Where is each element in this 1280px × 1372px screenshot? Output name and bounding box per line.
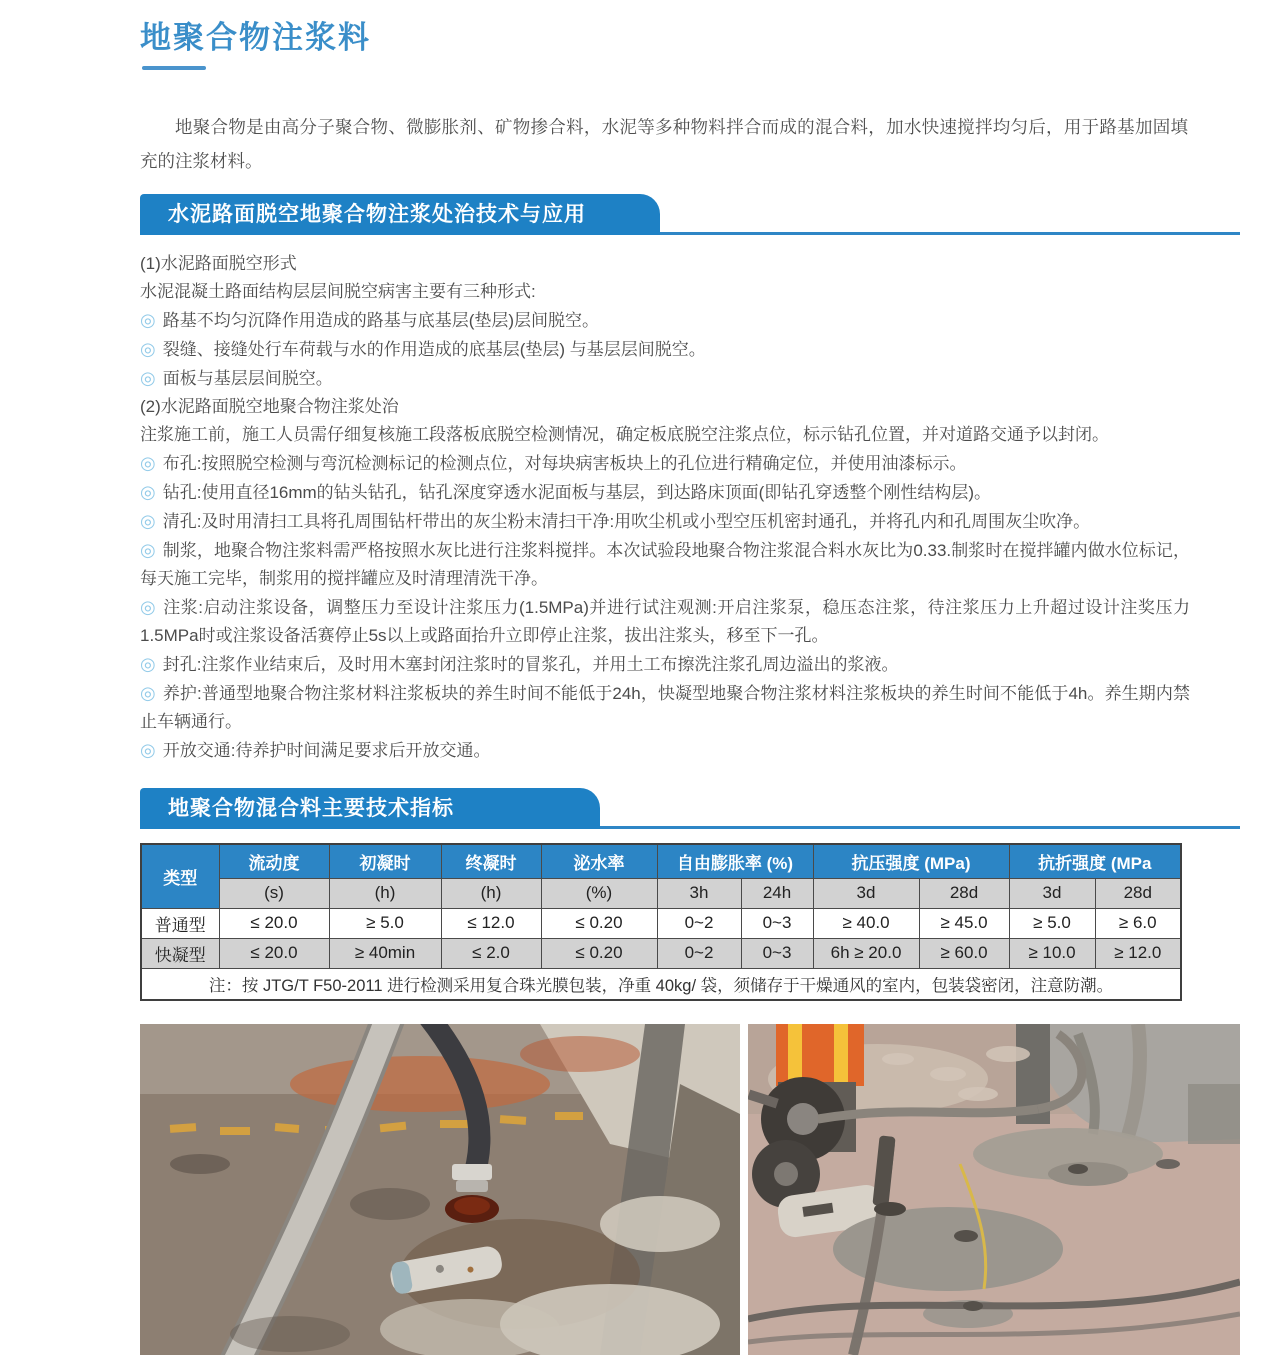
bullseye-icon: ◎ bbox=[140, 482, 156, 502]
column-subheader: 3d bbox=[813, 878, 919, 908]
column-subheader: 3d bbox=[1009, 878, 1095, 908]
column-subheader: 3h bbox=[657, 878, 741, 908]
cell-value: ≤ 20.0 bbox=[219, 908, 329, 938]
column-subheader: (s) bbox=[219, 878, 329, 908]
table-header-row-1 bbox=[141, 844, 1181, 878]
column-header: 初凝时 bbox=[329, 844, 441, 878]
column-header: 自由膨胀率 (%) bbox=[657, 844, 813, 878]
photo-grouting-hose bbox=[140, 1024, 740, 1355]
text-line: (1)水泥路面脱空形式 bbox=[140, 254, 297, 273]
column-subheader: (h) bbox=[329, 878, 441, 908]
spec-table bbox=[140, 843, 1182, 1001]
column-subheader: 28d bbox=[919, 878, 1009, 908]
photo-grouting-hose-graphic bbox=[140, 1024, 740, 1355]
column-header: 终凝时 bbox=[441, 844, 541, 878]
cell-value: 0~2 bbox=[657, 938, 741, 968]
page-title: 地聚合物注浆料 bbox=[140, 20, 371, 55]
text-line: 注浆施工前，施工人员需仔细复核施工段落板底脱空检测情况，确定板底脱空注浆点位，标示钻孔位置，并对道路交通予以封闭。 bbox=[140, 425, 1109, 444]
bullseye-icon: ◎ bbox=[140, 511, 156, 531]
row-label: 快凝型 bbox=[141, 938, 219, 968]
row-label: 普通型 bbox=[141, 908, 219, 938]
column-header: 流动度 bbox=[219, 844, 329, 878]
section2-banner-rule bbox=[140, 788, 1240, 829]
bullseye-icon: ◎ bbox=[140, 597, 157, 617]
bullet-item: ◎ 制浆，地聚合物注浆料需严格按照水灰比进行注浆料搅拌。本次试验段地聚合物注浆混合料水灰比为0.33.制浆时在搅拌罐内做水位标记，每天施工完毕，制浆用的搅拌罐应及时清理清洗干净。 bbox=[140, 540, 1190, 588]
cell-value: ≥ 40min bbox=[329, 938, 441, 968]
bullet-item: ◎ 封孔:注浆作业结束后，及时用木塞封闭注浆时的冒浆孔，并用土工布擦洗注浆孔周边溢出的浆液。 bbox=[140, 654, 899, 674]
text-line: (2)水泥路面脱空地聚合物注浆处治 bbox=[140, 397, 399, 416]
bullseye-icon: ◎ bbox=[140, 540, 156, 560]
cell-value: ≥ 5.0 bbox=[1009, 908, 1095, 938]
bullet-item: ◎ 面板与基层层间脱空。 bbox=[140, 368, 333, 388]
photo-construction-site bbox=[748, 1024, 1240, 1355]
table-row bbox=[141, 938, 1181, 968]
cell-value: ≤ 2.0 bbox=[441, 938, 541, 968]
bullseye-icon: ◎ bbox=[140, 368, 156, 388]
bullseye-icon: ◎ bbox=[140, 740, 156, 760]
bullseye-icon: ◎ bbox=[140, 339, 156, 359]
cell-value: ≥ 10.0 bbox=[1009, 938, 1095, 968]
cell-value: ≥ 6.0 bbox=[1095, 908, 1181, 938]
text-line: 水泥混凝土路面结构层层间脱空病害主要有三种形式: bbox=[140, 282, 536, 301]
bullet-item: ◎ 路基不均匀沉降作用造成的路基与底基层(垫层)层间脱空。 bbox=[140, 310, 600, 330]
column-header: 抗压强度 (MPa) bbox=[813, 844, 1009, 878]
cell-value: ≥ 45.0 bbox=[919, 908, 1009, 938]
bullet-item: ◎ 钻孔:使用直径16mm的钻头钻孔，钻孔深度穿透水泥面板与基层，到达路床顶面(即钻孔穿透整个刚性结构层)。 bbox=[140, 482, 991, 502]
bullseye-icon: ◎ bbox=[140, 683, 156, 703]
section1-paragraphs bbox=[140, 250, 1190, 765]
section2-banner: 地聚合物混合料主要技术指标 bbox=[140, 788, 600, 829]
bullet-item: ◎ 裂缝、接缝处行车荷载与水的作用造成的底基层(垫层) 与基层层间脱空。 bbox=[140, 339, 706, 359]
intro-paragraph: 地聚合物是由高分子聚合物、微膨胀剂、矿物掺合料，水泥等多种物料拌合而成的混合料，加水快速搅拌均匀后，用于路基加固填充的注浆材料。 bbox=[140, 117, 1188, 171]
cell-value: ≤ 0.20 bbox=[541, 908, 657, 938]
column-header: 泌水率 bbox=[541, 844, 657, 878]
cell-value: ≤ 0.20 bbox=[541, 938, 657, 968]
cell-value: 0~2 bbox=[657, 908, 741, 938]
section1-banner: 水泥路面脱空地聚合物注浆处治技术与应用 bbox=[140, 194, 660, 235]
section1-banner-rule bbox=[140, 194, 1240, 235]
cell-value: ≥ 5.0 bbox=[329, 908, 441, 938]
bullseye-icon: ◎ bbox=[140, 654, 156, 674]
column-subheader: 24h bbox=[741, 878, 813, 908]
photo-construction-site-graphic bbox=[748, 1024, 1240, 1355]
cell-value: ≥ 12.0 bbox=[1095, 938, 1181, 968]
column-subheader: (%) bbox=[541, 878, 657, 908]
bullet-item: ◎ 清孔:及时用清扫工具将孔周围钻杆带出的灰尘粉末清扫干净:用吹尘机或小型空压机密封通孔，并将孔内和孔周围灰尘吹净。 bbox=[140, 511, 1091, 531]
spec-table-body bbox=[141, 844, 1181, 1000]
cell-value: ≥ 40.0 bbox=[813, 908, 919, 938]
column-header: 类型 bbox=[141, 844, 219, 908]
column-subheader: 28d bbox=[1095, 878, 1181, 908]
cell-value: 0~3 bbox=[741, 938, 813, 968]
bullseye-icon: ◎ bbox=[140, 310, 156, 330]
title-underline bbox=[142, 66, 206, 70]
column-subheader: (h) bbox=[441, 878, 541, 908]
bullseye-icon: ◎ bbox=[140, 453, 156, 473]
table-note: 注：按 JTG/T F50-2011 进行检测采用复合珠光膜包装，净重 40kg/ 袋，须储存于干燥通风的室内，包装袋密闭，注意防潮。 bbox=[141, 968, 1181, 1000]
bullet-item: ◎ 布孔:按照脱空检测与弯沉检测标记的检测点位，对每块病害板块上的孔位进行精确定位，并使用油漆标示。 bbox=[140, 453, 967, 473]
table-row bbox=[141, 908, 1181, 938]
table-note-row bbox=[141, 968, 1181, 1000]
cell-value: 0~3 bbox=[741, 908, 813, 938]
table-header-row-2 bbox=[141, 878, 1181, 908]
bullet-item: ◎ 养护:普通型地聚合物注浆材料注浆板块的养生时间不能低于24h，快凝型地聚合物注浆材料注浆板块的养生时间不能低于4h。养生期内禁止车辆通行。 bbox=[140, 683, 1190, 731]
cell-value: ≤ 20.0 bbox=[219, 938, 329, 968]
cell-value: ≤ 12.0 bbox=[441, 908, 541, 938]
bullet-item: ◎ 注浆:启动注浆设备，调整压力至设计注浆压力(1.5MPa)并进行试注观测:开启注浆泵，稳压态注浆，待注浆压力上升超过设计注奖压力1.5MPa时或注浆设备活赛停止5s以上或路面抬升立即停止注浆，拔出注浆头，移至下一孔。 bbox=[140, 597, 1190, 645]
bullet-item: ◎ 开放交通:待养护时间满足要求后开放交通。 bbox=[140, 740, 491, 760]
cell-value: ≥ 60.0 bbox=[919, 938, 1009, 968]
column-header: 抗折强度 (MPa bbox=[1009, 844, 1181, 878]
cell-value: 6h ≥ 20.0 bbox=[813, 938, 919, 968]
